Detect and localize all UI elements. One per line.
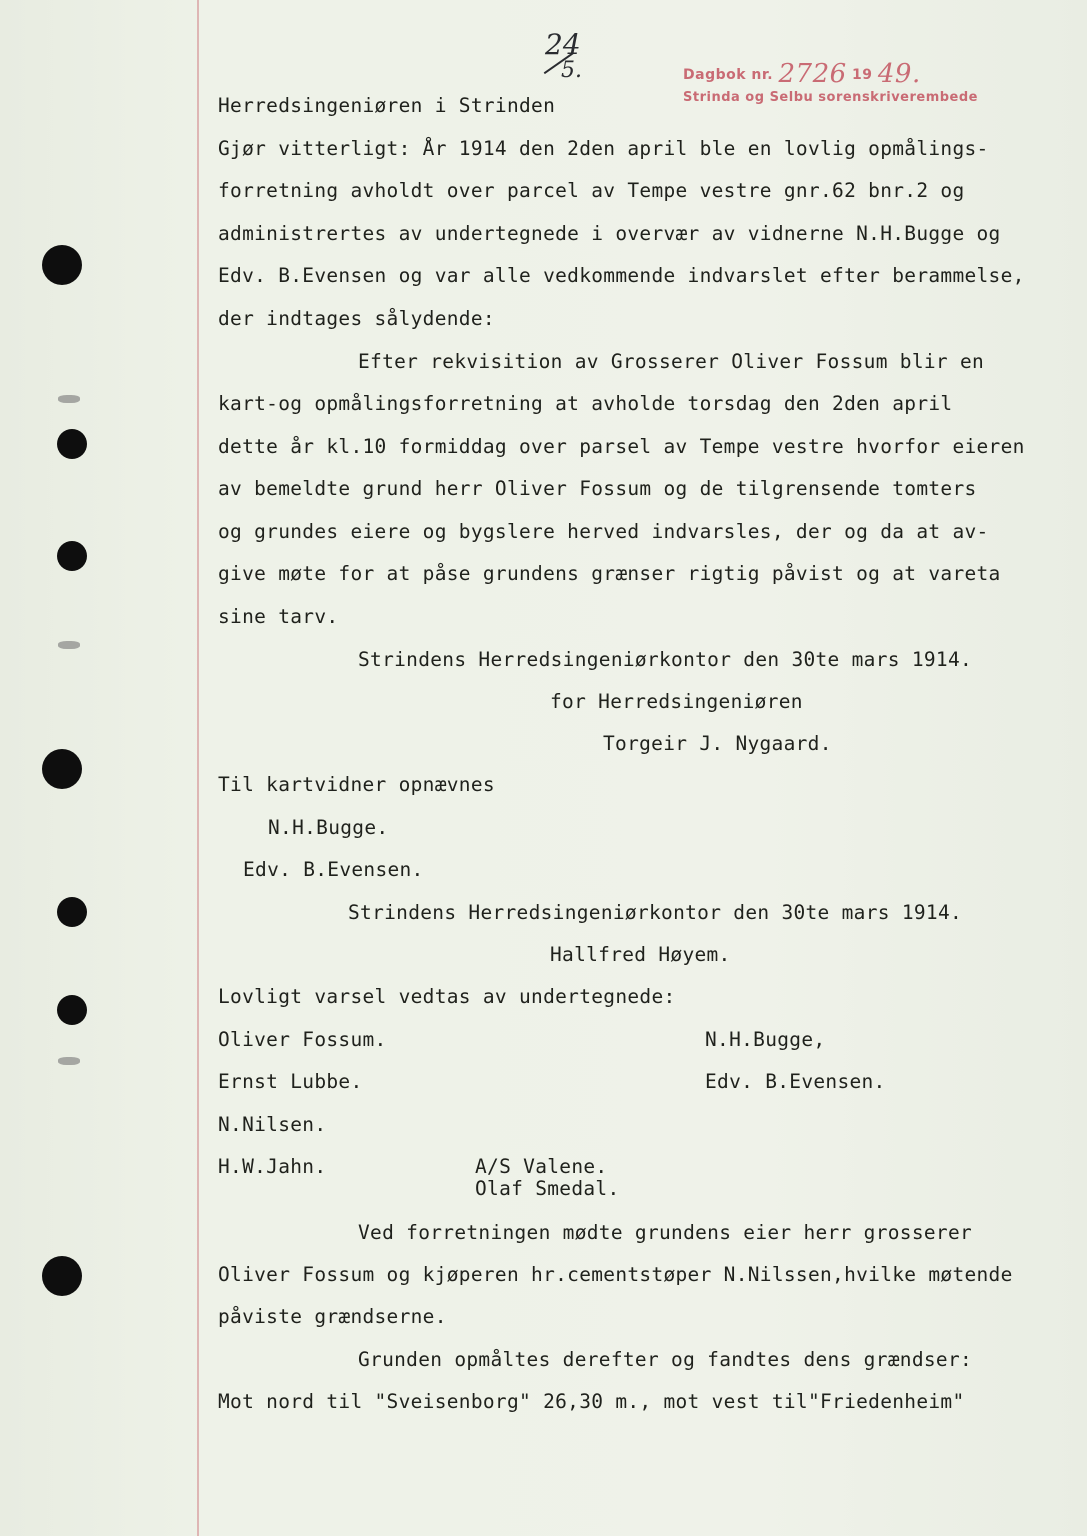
text-line: Lovligt varsel vedtas av undertegnede: bbox=[218, 985, 676, 1008]
text-line: sine tarv. bbox=[218, 605, 339, 628]
stamp-line2: Strinda og Selbu sorenskriverembede bbox=[683, 90, 979, 105]
text-line: Edv. B.Evensen og var alle vedkommende indvarslet efter berammelse, bbox=[218, 264, 1025, 287]
text-line: Oliver Fossum og kjøperen hr.cementstøper N.Nilssen,hvilke møtende bbox=[218, 1263, 1013, 1286]
text-line: H.W.Jahn. bbox=[218, 1155, 327, 1178]
text-line: Edv. B.Evensen. bbox=[705, 1070, 886, 1093]
folio-numerator: 24 bbox=[545, 28, 581, 61]
text-line: give møte for at påse grundens grænser rigtig påvist og at vareta bbox=[218, 562, 1001, 585]
stamp-year: 49. bbox=[877, 59, 921, 89]
text-line: Herredsingeniøren i Strinden bbox=[218, 94, 556, 117]
punch-hole bbox=[57, 995, 87, 1025]
registry-stamp bbox=[683, 50, 1013, 110]
stamp-line1 bbox=[683, 56, 921, 89]
text-line: dette år kl.10 formiddag over parsel av Tempe vestre hvorfor eieren bbox=[218, 435, 1025, 458]
text-line: Edv. B.Evensen. bbox=[243, 858, 424, 881]
punch-hole bbox=[57, 541, 87, 571]
text-line: Ved forretningen mødte grundens eier herr grosserer bbox=[358, 1221, 973, 1244]
text-line: Mot nord til "Sveisenborg" 26,30 m., mot vest til"Friedenheim" bbox=[218, 1390, 965, 1413]
text-line: Hallfred Høyem. bbox=[550, 943, 731, 966]
text-line: N.H.Bugge. bbox=[268, 816, 389, 839]
punch-hole bbox=[42, 1256, 82, 1296]
text-line: Strindens Herredsingeniørkontor den 30te mars 1914. bbox=[358, 648, 973, 671]
folio-number bbox=[535, 28, 585, 88]
text-line: Efter rekvisition av Grosserer Oliver Fossum blir en bbox=[358, 350, 985, 373]
text-line: Gjør vitterligt: År 1914 den 2den april ble en lovlig opmålings- bbox=[218, 137, 989, 160]
text-line: administrertes av undertegnede i overvær av vidnerne N.H.Bugge og bbox=[218, 222, 1001, 245]
text-line: der indtages sålydende: bbox=[218, 307, 495, 330]
stamp-prefix: Dagbok nr. bbox=[683, 67, 774, 83]
text-line: Ernst Lubbe. bbox=[218, 1070, 363, 1093]
text-line: av bemeldte grund herr Oliver Fossum og de tilgrensende tomters bbox=[218, 477, 977, 500]
paper-speck bbox=[58, 1057, 80, 1065]
text-line: N.Nilsen. bbox=[218, 1113, 327, 1136]
paper-speck bbox=[58, 641, 80, 649]
text-line: påviste grændserne. bbox=[218, 1305, 447, 1328]
text-line: A/S Valene. bbox=[475, 1155, 608, 1178]
margin-rule bbox=[197, 0, 199, 1536]
text-line: kart-og opmålingsforretning at avholde torsdag den 2den april bbox=[218, 392, 953, 415]
text-line: forretning avholdt over parcel av Tempe vestre gnr.62 bnr.2 og bbox=[218, 179, 965, 202]
text-line: Strindens Herredsingeniørkontor den 30te mars 1914. bbox=[348, 901, 963, 924]
text-line: N.H.Bugge, bbox=[705, 1028, 826, 1051]
stamp-year-prefix: 19 bbox=[852, 67, 873, 83]
paper-speck bbox=[58, 395, 80, 403]
punch-hole bbox=[57, 897, 87, 927]
text-line: for Herredsingeniøren bbox=[550, 690, 803, 713]
punch-hole bbox=[42, 749, 82, 789]
text-line: Grunden opmåltes derefter og fandtes dens grændser: bbox=[358, 1348, 973, 1371]
text-line: og grundes eiere og bygslere herved indvarsles, der og da at av- bbox=[218, 520, 989, 543]
punch-hole bbox=[57, 429, 87, 459]
text-line: Olaf Smedal. bbox=[475, 1177, 620, 1200]
text-line: Oliver Fossum. bbox=[218, 1028, 387, 1051]
punch-hole bbox=[42, 245, 82, 285]
stamp-number: 2726 bbox=[778, 59, 847, 89]
text-line: Torgeir J. Nygaard. bbox=[603, 732, 832, 755]
folio-denominator: 5. bbox=[561, 58, 582, 83]
text-line: Til kartvidner opnævnes bbox=[218, 773, 495, 796]
